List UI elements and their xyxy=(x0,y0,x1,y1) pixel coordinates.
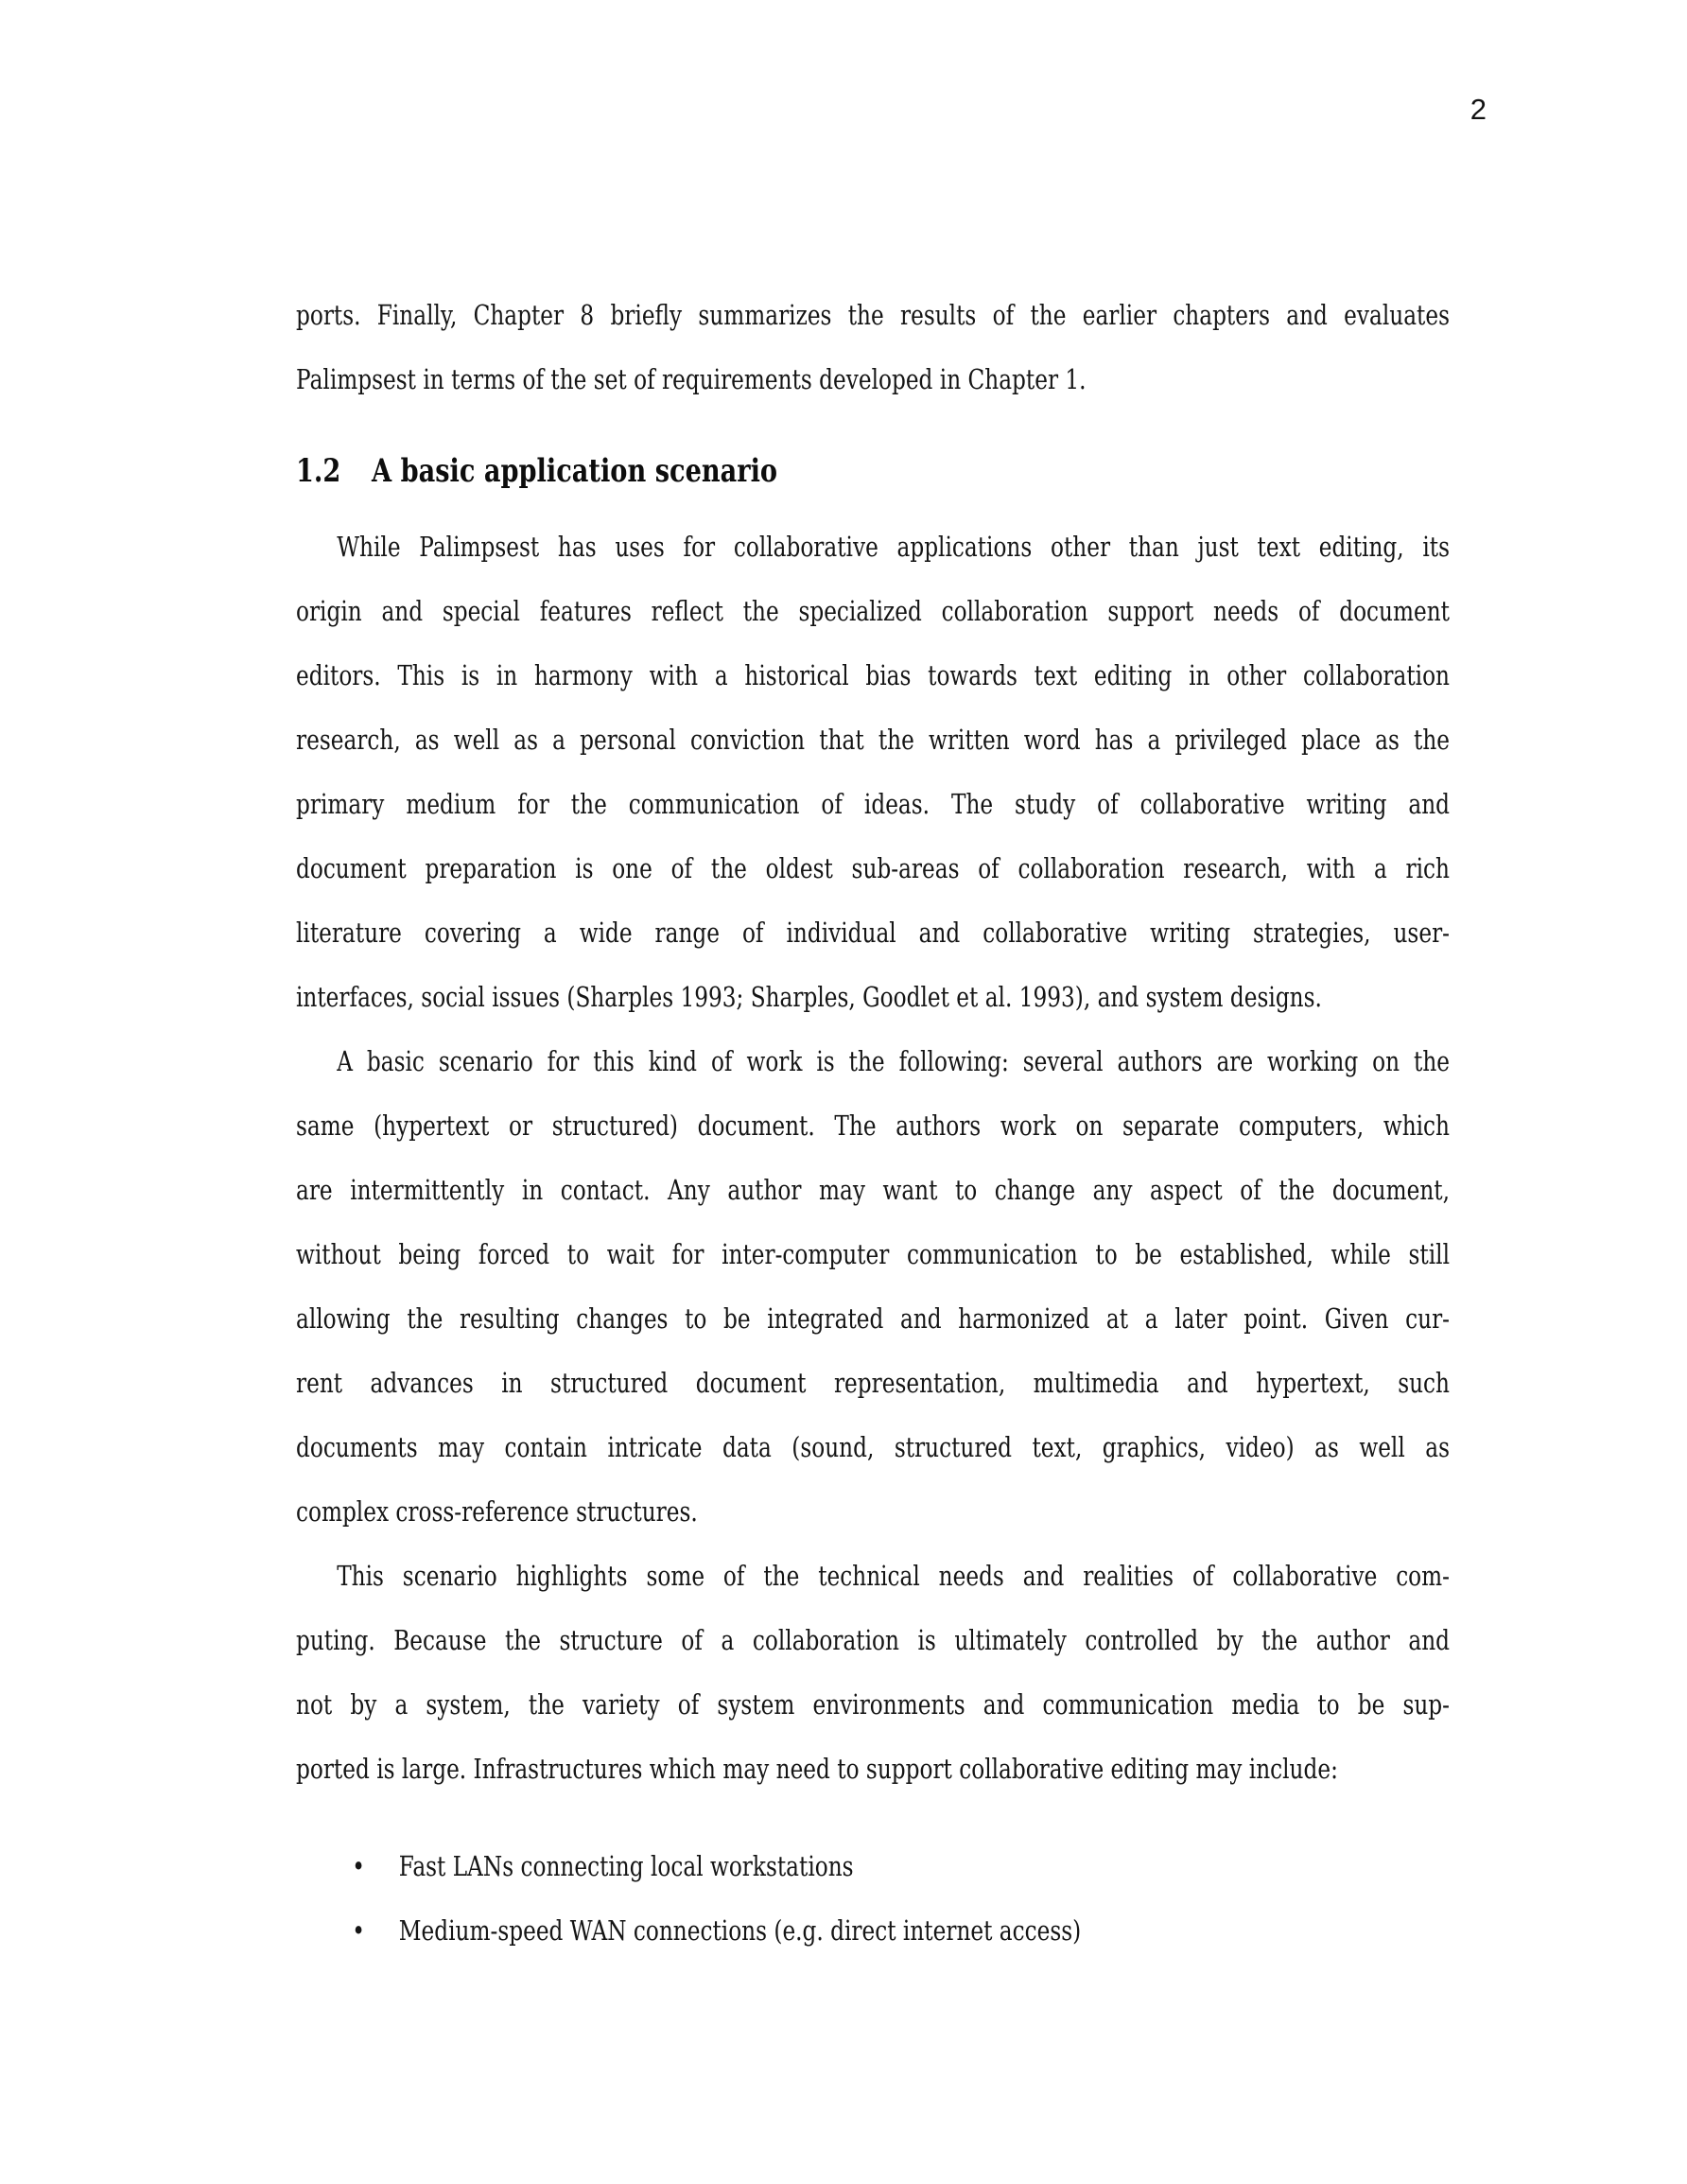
paragraph xyxy=(296,515,1450,1029)
text-line: A basic scenario for this kind of work is the following: several authors are working on the xyxy=(337,1045,1451,1077)
page-number: 2 xyxy=(1470,93,1487,126)
paragraph-continuation xyxy=(296,283,1450,411)
section-heading xyxy=(296,450,1450,492)
section-number: 1.2 xyxy=(296,452,341,490)
text-line: primary medium for the communication of ideas. The study of collaborative writing and xyxy=(296,788,1450,820)
text-line: rent advances in structured document representation, multimedia and hypertext, such xyxy=(296,1367,1450,1399)
text-line: Palimpsest in terms of the set of requirements developed in Chapter 1. xyxy=(296,363,1087,395)
text-line: not by a system, the variety of system environments and communication media to be sup- xyxy=(296,1688,1450,1721)
list-item-text: Fast LANs connecting local workstations xyxy=(398,1850,854,1882)
text-line: literature covering a wide range of individual and collaborative writing strategies, user- xyxy=(296,917,1450,949)
list-item xyxy=(296,1834,1450,1898)
text-line: This scenario highlights some of the technical needs and realities of collaborative com- xyxy=(337,1560,1451,1592)
paragraph xyxy=(296,1029,1450,1544)
list-item xyxy=(296,1898,1450,1963)
text-line: editors. This is in harmony with a historical bias towards text editing in other collaboration xyxy=(296,659,1450,691)
bullet-icon: • xyxy=(352,1914,365,1947)
text-line: document preparation is one of the oldest sub-areas of collaboration research, with a rich xyxy=(296,852,1450,884)
text-line: documents may contain intricate data (sound, structured text, graphics, video) as well as xyxy=(296,1431,1450,1463)
text-line: are intermittently in contact. Any author may want to change any aspect of the document, xyxy=(296,1174,1450,1206)
bullet-icon: • xyxy=(352,1850,365,1882)
text-line: ported is large. Infrastructures which may need to support collaborative editing may include: xyxy=(296,1753,1338,1785)
text-line: complex cross-reference structures. xyxy=(296,1495,698,1528)
bullet-list xyxy=(296,1834,1450,1963)
section-title: A basic application scenario xyxy=(372,452,778,490)
text-line: puting. Because the structure of a collaboration is ultimately controlled by the author and xyxy=(296,1624,1450,1656)
text-line: same (hypertext or structured) document. The authors work on separate computers, which xyxy=(296,1109,1450,1142)
text-line: origin and special features reflect the specialized collaboration support needs of document xyxy=(296,595,1450,627)
text-line: ports. Finally, Chapter 8 briefly summarizes the results of the earlier chapters and evaluates xyxy=(296,299,1450,331)
text-line: While Palimpsest has uses for collaborative applications other than just text editing, its xyxy=(337,531,1451,563)
text-block xyxy=(296,0,1450,1963)
list-item-text: Medium-speed WAN connections (e.g. direct internet access) xyxy=(398,1914,1082,1947)
text-line: research, as well as a personal conviction that the written word has a privileged place as the xyxy=(296,724,1450,756)
text-line: without being forced to wait for inter-computer communication to be established, while still xyxy=(296,1238,1450,1270)
paragraph xyxy=(296,1544,1450,1801)
text-line: interfaces, social issues (Sharples 1993; Sharples, Goodlet et al. 1993), and system designs. xyxy=(296,981,1322,1013)
text-line: allowing the resulting changes to be integrated and harmonized at a later point. Given cur- xyxy=(296,1302,1450,1335)
